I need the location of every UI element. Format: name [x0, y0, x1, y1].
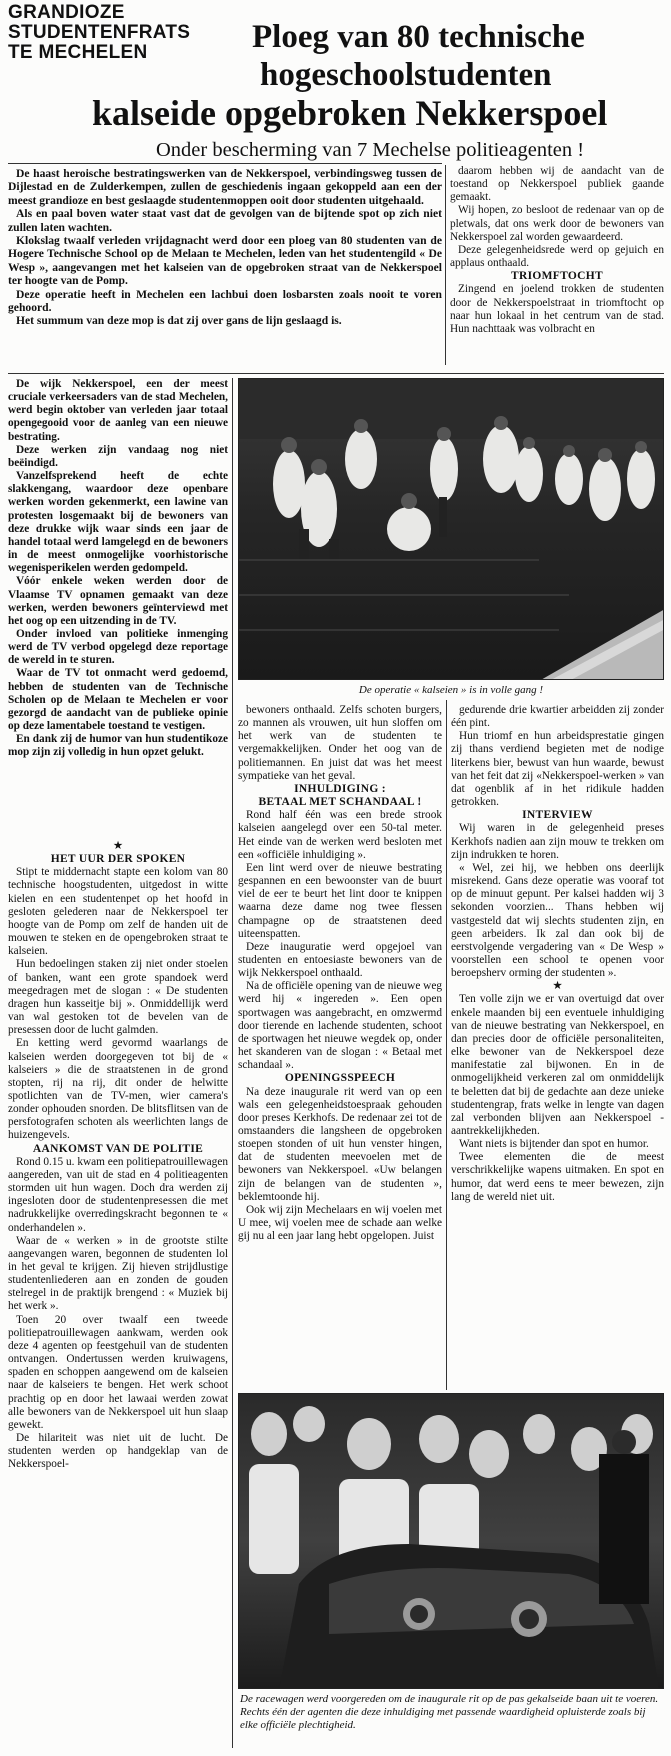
photo-illustration [239, 379, 664, 680]
paragraph: Want niets is bijtender dan spot en humor. [459, 1138, 649, 1151]
kicker-line: GRANDIOZE [8, 2, 125, 23]
column-1-intro [8, 378, 228, 835]
caption-line: Rechts één der agenten die deze inhuldiging met passende waardigheid opluisterde zoals bij elke officiële plechtigheid. [240, 1706, 646, 1731]
paragraph: Rond 0.15 u. kwam een politiepatrouillewagen aangereden, van uit de stad en 4 politieagenten stormden uit hun wagen. Doch dra werden zij ingesloten door de studentenpresessen die met nadrukkelijke overredingskracht begonnen te « onderhandelen ». [8, 1155, 228, 1234]
paragraph: Vóór enkele weken werden door de Vlaamse TV opnamen gemaakt van deze werken, werden bewoners geïnterviewd met het oog op een uitzending in de TV. [8, 575, 228, 627]
photo-illustration [239, 1394, 664, 1689]
column-2 [238, 704, 442, 1390]
paragraph: En dank zij de humor van hun studentikoze mop zijn zij volledig in hun opzet gelukt. [8, 733, 228, 759]
paragraph: Een lint werd over de nieuwe bestrating gespannen en een bewoonster van de buurt viel de eer te beurt het lint door te knippen waarna deze dame nog twee flessen champagne op de straatstenen deed uiteenspatten. [238, 861, 442, 940]
photo-racecar [238, 1393, 664, 1689]
paragraph: Hun bedoelingen staken zij niet onder stoelen of banken, want een grote spandoek werd meegedragen met de slogan : « De studenten dragen hun kasseitje bij ». Onmiddellijk werd van wal gestoken tot de bevelen van de presessen door de lucht galmden. [8, 958, 228, 1037]
paragraph: daarom hebben wij de aandacht van de toestand op Nekkerspoel publiek gaande gemaakt. [450, 165, 664, 204]
paragraph: De hilariteit was niet uit de lucht. De studenten werden op handgeklap van de Nekkerspoel- [8, 1432, 228, 1471]
photo-caption-2 [240, 1693, 664, 1732]
column-3 [451, 704, 664, 1390]
caption-line: De racewagen werd voorgereden om de inaugurale rit op de pas gekalseide baan uit te voeren. [240, 1693, 659, 1705]
lead-paragraph: Klokslag twaalf verleden vrijdagnacht werd door een ploeg van 80 studenten van de Hogere Technische School op de Melaan te Mechelen, leden van het studentengild « De Wesp », aangevangen met het kalseien van de opgebroken straat van de Nekkerspoel ter hoogte van de Pomp. [8, 234, 442, 288]
kicker [8, 3, 228, 63]
headline-line-1: Ploeg van 80 technische [252, 19, 585, 55]
paragraph: Twee elementen die de meest verschrikkelijke wapens uitmaken. En spot en humor, dat werd eens te meer bewezen, zijn lang de wereld niet uit. [451, 1151, 664, 1203]
paragraph: Stipt te middernacht stapte een kolom van 80 technische hoogstudenten, uitgedost in witte kielen en een studentenpet op het hoofd in gesloten gelederen naar de Nekkerspoel ter hoogte van de Pomp om zelf de handen uit de mouwen te steken en de opengebroken straat te kalseien. [8, 866, 228, 958]
paragraph: Deze gelegenheidsrede werd op gejuich en applaus onthaald. [450, 243, 664, 270]
photo-students-paving [238, 378, 664, 680]
paragraph: Waar de TV tot onmacht werd gedoemd, hebben de studenten van de Technische Scholen op de Melaan te Mechelen er voor gezorgd de aandacht van de publieke opinie op deze lamentabele toestand te vestigen. [8, 667, 228, 733]
section-heading-spoken: HET UUR DER SPOKEN [50, 853, 186, 866]
kicker-line: TE MECHELEN [8, 42, 148, 63]
paragraph: Deze inauguratie werd opgejoel van studenten en entoesiaste bewoners van de wijk Nekkerspoel onthaald. [238, 940, 442, 980]
paragraph: bewoners onthaald. Zelfs schoten burgers, zo mannen als vrouwen, uit hun sloffen om het werk van de studenten te vergemakkelijken. Onder het oog van de politiemannen. En juist dat was het meest sympatieke van het geval. [238, 704, 442, 782]
column-rule [446, 700, 447, 1390]
section-heading-triomftocht: TRIOMFTOCHT [511, 270, 603, 283]
column-4-top [450, 165, 664, 373]
lead-paragraph: Deze operatie heeft in Mechelen een lachbui doen losbarsten zoals nooit te voren gehoord. [8, 287, 442, 315]
column-rule [445, 165, 446, 365]
headline-line-3: kalseide opgebroken Nekkerspoel [92, 93, 608, 133]
paragraph: Vanzelfsprekend heeft de echte slakkengang, waardoor deze openbare werken worden gekenmerkt, een lawine van protesten losgemaakt bij de bewoners van deze drukke wijk waar sinds een jaar de handel totaal werd lamgelegd en de bewoners in de meest onmogelijke voorhistorische wegenisperikelen werden gedompeld. [8, 470, 228, 575]
paragraph: Wij waren in de gelegenheid preses Kerkhofs nadien aan zijn mouw te trekken om zijn indrukken te horen. [451, 822, 664, 861]
rule [8, 373, 664, 374]
paragraph: Zingend en joelend trokken de studenten door de Nekkerspoelstraat in triomftocht op naar hun lokaal in het centrum van de stad. Hun nachttaak was volbracht en [450, 283, 664, 335]
paragraph: « Wel, zei hij, we hebben ons deerlijk misrekend. Gans deze operatie was vooraf tot op de minuut gepunt. Per kalsei hadden wij 3 sekonden voorzien... Thans hebben wij vastgesteld dat wij slechts studenten zijn, en geen arbeiders. Ik zal dan ook bij de eerstvolgende vergadering van « De Wesp » voorstellen een school te openen voor beroepsherv orming der studenten ». [451, 861, 664, 980]
paragraph: Rond half één was een brede strook kalseien aangelegd over een 50-tal meter. Het einde van de werken werd besloten met een «officiële inhuldiging ». [238, 809, 442, 861]
paragraph: En ketting werd gevormd waarlangs de kalseien werden doorgegeven tot bij de « kalseiers » die de straatstenen in de grond stopten, rij na rij, dit onder de helwitte spotlichten van de TV-men, wier camera's zonder ophouden snorden. De blitsflitsen van de persfotografen schoten als weerlichten langs de huizengevels. [8, 1037, 228, 1142]
rule [8, 163, 442, 164]
section-heading-inhuldiging-1: INHULDIGING : [294, 782, 386, 795]
paragraph: Onder invloed van politieke inmenging werd de TV verbod opgelegd deze reportage de wereld in te sturen. [8, 627, 228, 667]
paragraph: Wij hopen, zo besloot de redenaar van op de pletwals, dat ons werk door de bewoners van Nekkerspoel zal worden gewaardeerd. [450, 204, 664, 243]
subheadline: Onder bescherming van 7 Mechelse politieagenten ! [156, 139, 585, 161]
section-heading-inhuldiging-2: BETAAL MET SCHANDAAL ! [258, 796, 422, 809]
headline-line-2: hogeschoolstudenten [260, 57, 552, 93]
photo-caption-1: De operatie « kalseien » is in volle gang ! [358, 684, 544, 696]
paragraph: Na de officiële opening van de nieuwe weg werd hij « ingereden ». Een open sportwagen was aangebracht, en omzwermd door tierende en lachende studenten, schoot de sportwagen het nieuwe wegdek op, onder het skanderen van de slogan : « Betaal met schandaal ». [238, 980, 442, 1072]
section-heading-openingsspeech: OPENINGSSPEECH [284, 1072, 396, 1085]
paragraph: De wijk Nekkerspoel, een der meest cruciale verkeersaders van de stad Mechelen, werd begin oktober van verleden jaar totaal opengegooid voor de aanleg van een nieuwe bestrating. [8, 378, 228, 443]
column-1-body [8, 840, 228, 1748]
lead-paragraph: De haast heroische bestratingswerken van de Nekkerspoel, verbindingsweg tussen de Dijlestad en de Zulderkempen, zullen de geschiedenis ingaan gekoppeld aan een der meest grandioze en best geslaagde studentenmoppen ooit door studenten uitgehaald. [8, 167, 442, 207]
separator-star: ★ [552, 980, 563, 993]
separator-star: ★ [112, 840, 124, 852]
lead-block [8, 167, 442, 373]
column-rule [232, 378, 233, 1748]
paragraph: Hun triomf en hun arbeidsprestatie gingen zij thans verdiend begieten met de nodige literkens bier, bewust van hun waarde, bewust van het feit dat zij «Nekkerspoel-werken » van dat ogenblik af in het ridikule hadden getrokken. [451, 730, 664, 809]
lead-paragraph: Als en paal boven water staat vast dat de gevolgen van de bijtende spot op zich niet zullen laten wachten. [8, 207, 442, 234]
section-heading-politie: AANKOMST VAN DE POLITIE [32, 1142, 204, 1155]
paragraph: Ook wij zijn Mechelaars en wij voelen met U mee, wij voelen mee de schade aan welke gij nu al een jaar lang hebt opgelopen. Juist [238, 1203, 442, 1243]
paragraph: Waar de « werken » in de grootste stilte aangevangen waren, begonnen de studenten lol in het geval te krijgen. Zij hieven strijdlustige studentenliederen aan en zonden de gouden stelregel in de praktijk brengend : « Muziek bij het werk ». [8, 1234, 228, 1313]
paragraph: Ten volle zijn we er van overtuigd dat over enkele maanden bij een eventuele inhuldiging van de nieuwe bestrating van Nekkerspoel, en dan precies door de officiële personaliteiten, elke bewoner van de Nekkerspoel deze manifestatie zal bijwonen. En in de onmogelijkheid verkeren zal om onmiddelijk te beletten dat bij de gedachte aan deze unieke studentengrap, frats welke in lengte van dagen zal verbonden blijven aan Nekkerspoel - aantrekkelijkheden. [451, 993, 664, 1137]
paragraph: Deze werken zijn vandaag nog niet beëindigd. [8, 443, 228, 469]
kicker-line: STUDENTENFRATS [8, 22, 191, 43]
section-heading-interview: INTERVIEW [522, 809, 593, 822]
lead-paragraph: Het summum van deze mop is dat zij over gans de lijn geslaagd is. [16, 314, 342, 328]
paragraph: Na deze inaugurale rit werd van op een wals een gelegenheidstoespraak gehouden door preses Kerkhofs. De redenaar zei tot de omstaanders die langsheen de opgebroken stoepen stonden of uit hun venster hingen, dat de studenten meevoelen met de bewoners van Nekkerspoel. «Uw belangen zijn de belangen van de studenten », beklemtoonde hij. [238, 1085, 442, 1203]
paragraph: Toen 20 over twaalf een tweede politiepatrouillewagen aankwam, werden ook deze 4 agenten op feestgehuil van de studenten ontvangen. Ondertussen werden kruiwagens, spaden en schoppen aangewend om de kalseien naar de kalseiers te bengen. Het werk schoot prachtig op en door het lawaai werden zowat alle bewoners van de Nekkerspoel uit hun slaap gewekt. [8, 1313, 228, 1431]
paragraph: gedurende drie kwartier arbeidden zij zonder één pint. [451, 704, 664, 730]
